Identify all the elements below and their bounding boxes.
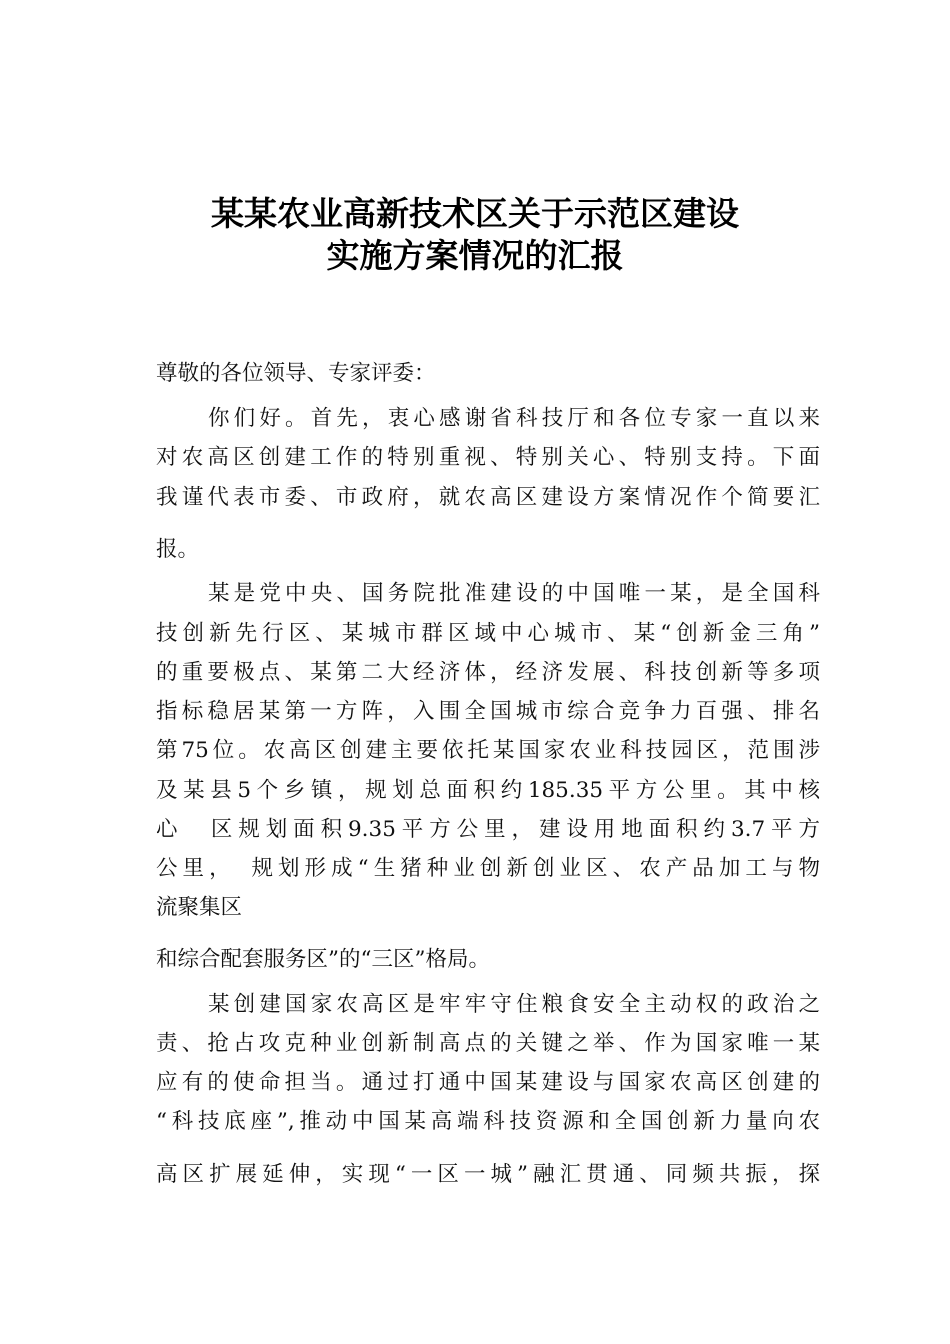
paragraph-2-line-5: 第75位。农高区创建主要依托某国家农业科技园区，范围涉 bbox=[156, 738, 820, 763]
paragraph-2-line-9: 流聚集区 bbox=[156, 895, 243, 920]
paragraph-2-line-3: 的重要极点、某第二大经济体，经济发展、科技创新等多项 bbox=[156, 660, 820, 685]
paragraph-1-line-4: 报。 bbox=[156, 537, 200, 562]
paragraph-2-line-1: 某是党中央、国务院批准建设的中国唯一某，是全国科 bbox=[208, 581, 820, 606]
paragraph-3-line-1: 某创建国家农高区是牢牢守住粮食安全主动权的政治之 bbox=[208, 992, 820, 1017]
paragraph-2-line-8: 公里， 规划形成“生猪种业创新创业区、农产品加工与物 bbox=[156, 856, 820, 881]
paragraph-3-line-2: 责、抢占攻克种业创新制高点的关键之举、作为国家唯一某 bbox=[156, 1031, 820, 1056]
paragraph-1-line-2: 对农高区创建工作的特别重视、特别关心、特别支持。下面 bbox=[156, 445, 820, 470]
paragraph-2-line-6: 及某县5个乡镇，规划总面积约185.35平方公里。其中核 bbox=[156, 778, 820, 803]
paragraph-3-line-4: “科技底座”,推动中国某高端科技资源和全国创新力量向农 bbox=[156, 1109, 820, 1134]
salutation: 尊敬的各位领导、专家评委： bbox=[156, 361, 436, 386]
paragraph-1-line-1: 你们好。首先，衷心感谢省科技厅和各位专家一直以来 bbox=[208, 406, 820, 431]
paragraph-3-line-5: 高区扩展延伸，实现“一区一城”融汇贯通、同频共振，探 bbox=[156, 1162, 820, 1187]
document-title-line-2: 实施方案情况的汇报 bbox=[326, 236, 624, 275]
paragraph-2-line-7: 心 区规划面积9.35平方公里，建设用地面积约3.7平方 bbox=[156, 817, 820, 842]
paragraph-1-line-3: 我谨代表市委、市政府，就农高区建设方案情况作个简要汇 bbox=[156, 485, 820, 510]
paragraph-2-line-4: 指标稳居某第一方阵，入围全国城市综合竞争力百强、排名 bbox=[156, 699, 820, 724]
paragraph-3-line-3: 应有的使命担当。通过打通中国某建设与国家农高区创建的 bbox=[156, 1070, 820, 1095]
paragraph-2-line-2: 技创新先行区、某城市群区域中心城市、某“创新金三角” bbox=[156, 621, 820, 646]
paragraph-2-line-10: 和综合配套服务区”的“三区”格局。 bbox=[156, 947, 490, 972]
document-title-line-1: 某某农业高新技术区关于示范区建设 bbox=[211, 194, 739, 233]
